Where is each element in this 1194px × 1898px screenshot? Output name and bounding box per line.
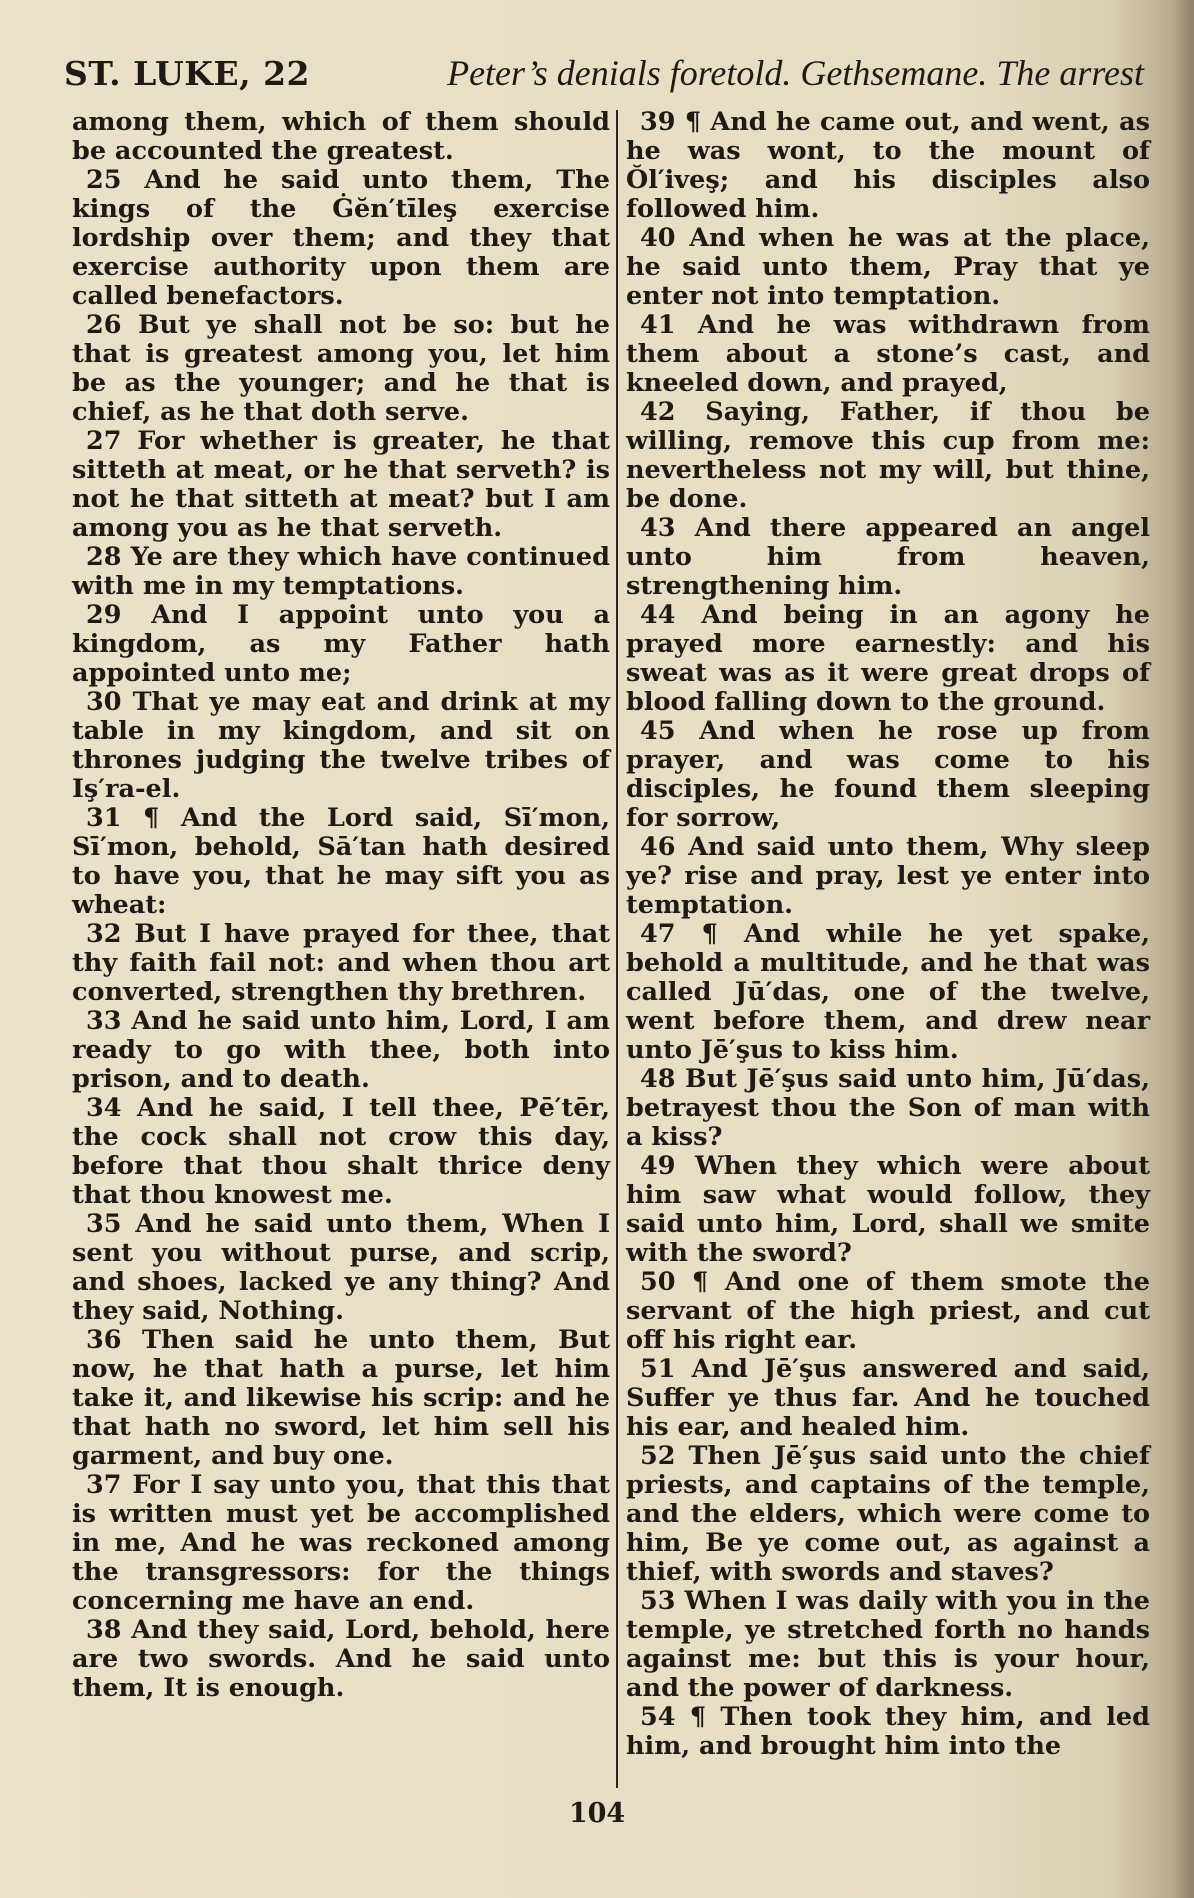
- verse: [72, 1210, 610, 1326]
- verse: [626, 601, 1150, 717]
- verse-number: 27: [86, 426, 122, 456]
- verse-text: And Jē′şus answered and said, Suffer ye thus far. And he touched his ear, and healed him.: [626, 1354, 1150, 1442]
- verse: [72, 1094, 610, 1210]
- verse-text: And they said, Lord, behold, here are two swords. And he said unto them, It is enough.: [72, 1615, 610, 1703]
- verse: [626, 514, 1150, 601]
- left-column: [72, 108, 610, 1703]
- page-number: 104: [568, 1798, 626, 1829]
- verse: [72, 1471, 610, 1616]
- verse-text: And when he rose up from prayer, and was come to his disciples, he found them sleeping for sorrow,: [626, 716, 1150, 833]
- verse: [626, 311, 1150, 398]
- running-header: [64, 52, 1144, 98]
- verse-number: 28: [86, 542, 122, 572]
- verse: [72, 108, 610, 166]
- verse-number: 50 ¶: [640, 1267, 709, 1297]
- verse-text: Ye are they which have continued with me in my temptations.: [72, 542, 610, 601]
- verse: [72, 543, 610, 601]
- verse-number: 34: [86, 1093, 122, 1123]
- verse-number: 52: [640, 1441, 676, 1471]
- verse-text: among them, which of them should be accounted the greatest.: [72, 107, 610, 166]
- verse-text: Saying, Father, if thou be willing, remove this cup from me: nevertheless not my will, but thine, be done.: [626, 397, 1150, 514]
- verse-number: 39 ¶: [640, 107, 702, 137]
- verse-number: 31 ¶: [86, 803, 160, 833]
- book-chapter-heading: ST. LUKE, 22: [64, 54, 311, 93]
- verse-number: 45: [640, 716, 676, 746]
- verse: [626, 717, 1150, 833]
- verse: [72, 1007, 610, 1094]
- verse-text: When I was daily with you in the temple, ye stretched forth no hands against me: but this is your hour, and the power of darkness.: [626, 1586, 1150, 1703]
- verse: [626, 224, 1150, 311]
- verse-text: And one of them smote the servant of the high priest, and cut off his right ear.: [626, 1267, 1150, 1355]
- verse-text: And he said unto them, When I sent you without purse, and scrip, and shoes, lacked ye any thing? And they said, Nothing.: [72, 1209, 610, 1326]
- verse-number: 41: [640, 310, 676, 340]
- verse-text: Then Jē′şus said unto the chief priests, and captains of the temple, and the elders, which were come to him, Be ye come out, as against a thief, with swords and staves?: [626, 1441, 1150, 1587]
- verse-text: And the Lord said, Sī′mon, Sī′mon, behold, Sā′tan hath desired to have you, that he may sift you as wheat:: [72, 803, 610, 920]
- verse-text: And while he yet spake, behold a multitude, and he that was called Jū′das, one of the twelve, went before them, and drew near unto Jē′şus to kiss him.: [626, 919, 1150, 1065]
- verse-number: 40: [640, 223, 676, 253]
- verse-text: For I say unto you, that this that is written must yet be accomplished in me, And he was reckoned among the transgressors: for the things concerning me have an end.: [72, 1470, 610, 1616]
- verse: [72, 311, 610, 427]
- verse: [626, 398, 1150, 514]
- verse-text: But Jē′şus said unto him, Jū′das, betrayest thou the Son of man with a kiss?: [626, 1064, 1150, 1152]
- verse-text: Then took they him, and led him, and brought him into the: [626, 1702, 1150, 1761]
- verse-number: 37: [86, 1470, 122, 1500]
- verse-number: 48: [640, 1064, 676, 1094]
- verse-text: And there appeared an angel unto him from heaven, strengthening him.: [626, 513, 1150, 601]
- verse: [72, 601, 610, 688]
- verse-number: 42: [640, 397, 676, 427]
- verse-number: 46: [640, 832, 676, 862]
- verse-text: But ye shall not be so: but he that is greatest among you, let him be as the younger; and he that is chief, as he that doth serve.: [72, 310, 610, 427]
- verse-number: 47 ¶: [640, 919, 718, 949]
- verse-number: 54 ¶: [640, 1702, 707, 1732]
- verse-number: 53: [640, 1586, 676, 1616]
- verse: [626, 1152, 1150, 1268]
- verse-text: Then said he unto them, But now, he that hath a purse, let him take it, and likewise his scrip: and he that hath no sword, let him sell his garment, and buy one.: [72, 1325, 611, 1471]
- verse-number: 38: [86, 1615, 122, 1645]
- verse-number: 30: [86, 687, 122, 717]
- verse: [72, 1616, 610, 1703]
- verse-text: And he was withdrawn from them about a stone’s cast, and kneeled down, and prayed,: [626, 310, 1150, 398]
- verse: [72, 427, 610, 543]
- verse-text: That ye may eat and drink at my table in my kingdom, and sit on thrones judging the twelve tribes of Iş′ra-el.: [72, 687, 610, 804]
- verse-number: 33: [86, 1006, 122, 1036]
- verse-number: 29: [86, 600, 122, 630]
- verse: [626, 1442, 1150, 1587]
- verse-number: 44: [640, 600, 676, 630]
- verse-text: When they which were about him saw what would follow, they said unto him, Lord, shall we smite with the sword?: [626, 1151, 1150, 1268]
- column-divider: [616, 110, 618, 1788]
- topic-heading: Peter’s denials foretold. Gethsemane. The arrest: [447, 53, 1144, 93]
- verse: [72, 166, 610, 311]
- verse: [626, 1587, 1150, 1703]
- verse-number: 32: [86, 919, 122, 949]
- verse-number: 26: [86, 310, 122, 340]
- verse-text: And he said unto him, Lord, I am ready to go with thee, both into prison, and to death.: [72, 1006, 610, 1094]
- verse-text: And he said unto them, The kings of the Ġĕn′tīleş exercise lordship over them; and they that exercise authority upon them are called benefactors.: [72, 165, 610, 311]
- verse-text: And being in an agony he prayed more earnestly: and his sweat was as it were great drops of blood falling down to the ground.: [626, 600, 1150, 717]
- verse: [626, 920, 1150, 1065]
- verse-text: For whether is greater, he that sitteth at meat, or he that serveth? is not he that sitteth at meat? but I am among you as he that serveth.: [72, 426, 610, 543]
- verse-number: 36: [86, 1325, 122, 1355]
- verse: [626, 1065, 1150, 1152]
- verse: [626, 108, 1150, 224]
- verse-text: And he came out, and went, as he was wont, to the mount of Ŏl′iveş; and his disciples also followed him.: [626, 107, 1150, 224]
- verse-number: 51: [640, 1354, 676, 1384]
- verse-text: But I have prayed for thee, that thy faith fail not: and when thou art converted, strengthen thy brethren.: [72, 919, 610, 1007]
- right-column: [626, 108, 1150, 1761]
- verse: [72, 804, 610, 920]
- verse-number: 49: [640, 1151, 676, 1181]
- verse-text: And he said, I tell thee, Pē′tēr, the cock shall not crow this day, before that thou shalt thrice deny that thou knowest me.: [72, 1093, 610, 1210]
- verse: [626, 833, 1150, 920]
- verse: [626, 1268, 1150, 1355]
- verse: [626, 1355, 1150, 1442]
- verse: [72, 688, 610, 804]
- verse: [626, 1703, 1150, 1761]
- verse-number: 35: [86, 1209, 122, 1239]
- verse-number: 25: [86, 165, 122, 195]
- verse-text: And said unto them, Why sleep ye? rise and pray, lest ye enter into temptation.: [626, 832, 1150, 920]
- verse-number: 43: [640, 513, 676, 543]
- verse-text: And when he was at the place, he said unto them, Pray that ye enter not into temptation.: [626, 223, 1150, 311]
- verse-text: And I appoint unto you a kingdom, as my Father hath appointed unto me;: [72, 600, 610, 688]
- verse: [72, 920, 610, 1007]
- verse: [72, 1326, 610, 1471]
